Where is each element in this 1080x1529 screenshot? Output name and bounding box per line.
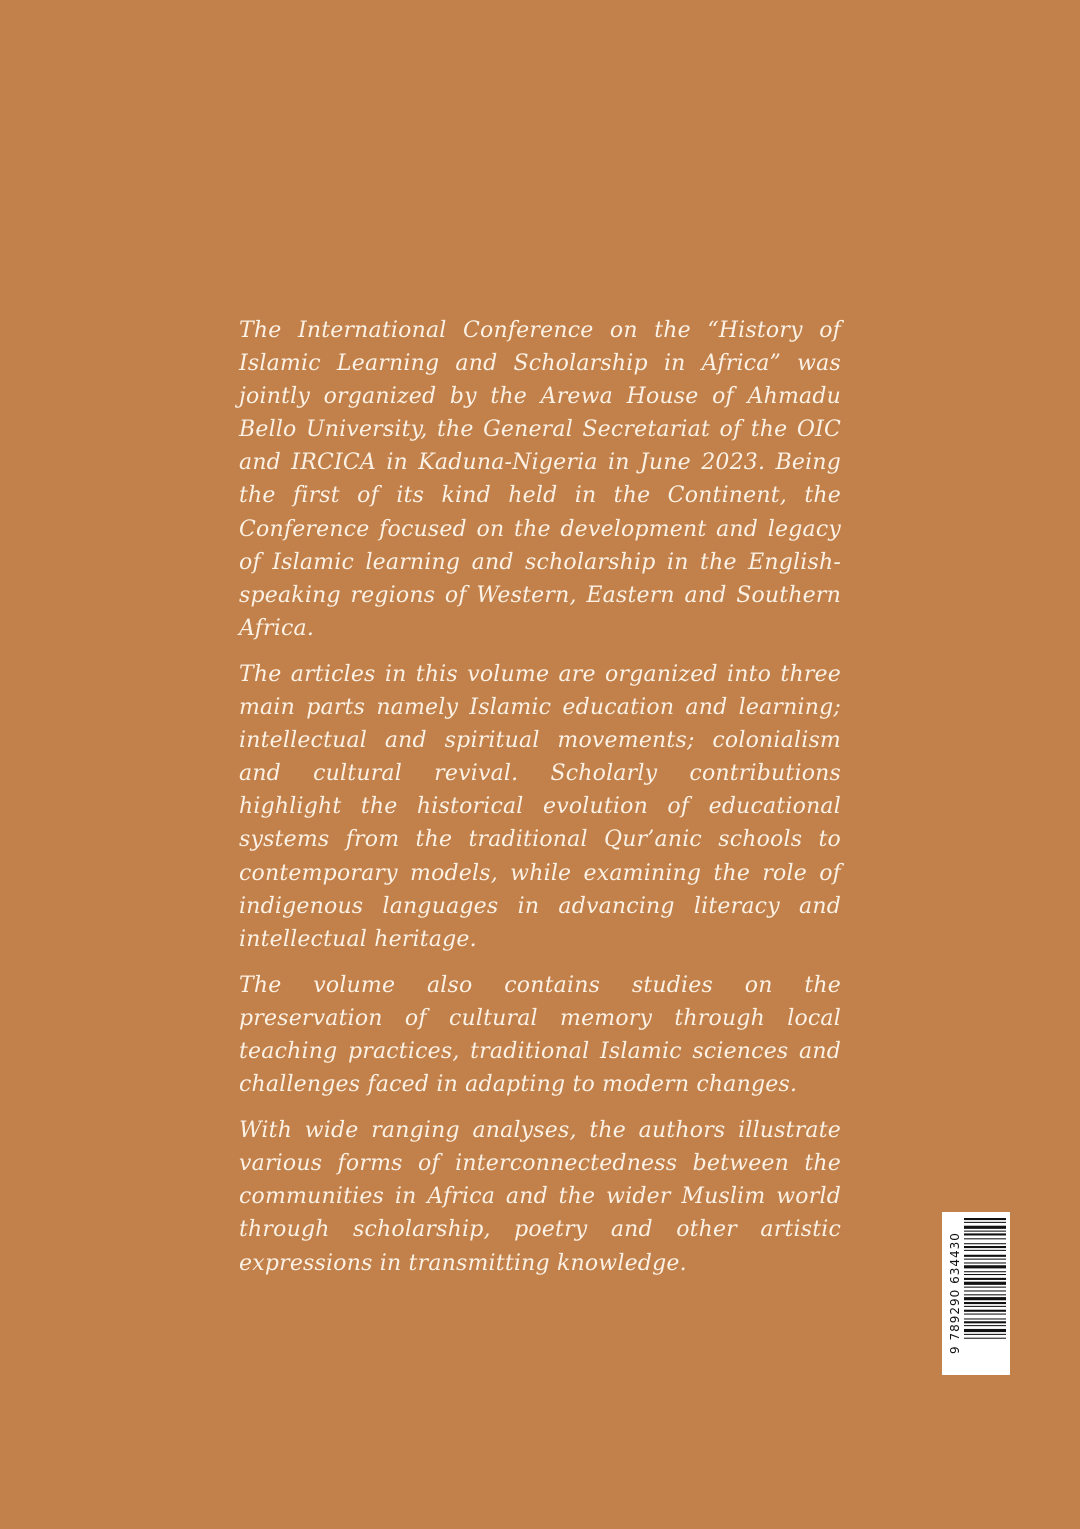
barcode-bar — [964, 1262, 1006, 1263]
blurb-paragraph-2: The articles in this volume are organized into three main parts namely Islamic education and learning; intellectual and spiritual movements; colonialism and cultural revival. Scholarly contributions highlight the historical evolution of educational systems from the traditional Qur’anic schools to contemporary models, while examining the role of indigenous languages in advancing literacy and intellectual heritage. — [239, 661, 841, 952]
blurb-paragraph-4: With wide ranging analyses, the authors illustrate various forms of interconnectedness between the communities in Africa and the wider Muslim world through scholarship, poetry and other artistic expressions in transmitting knowledge. — [239, 1118, 841, 1276]
barcode-bar — [964, 1318, 1006, 1319]
barcode-bar — [964, 1321, 1006, 1323]
barcode-bar — [964, 1218, 1006, 1220]
barcode-bar — [964, 1259, 1006, 1260]
barcode-bar — [964, 1265, 1006, 1268]
barcode-bar — [964, 1329, 1006, 1332]
barcode-bar — [964, 1226, 1006, 1229]
barcode-bar — [964, 1233, 1006, 1235]
barcode-bar — [964, 1274, 1006, 1275]
barcode-bar — [964, 1310, 1006, 1312]
barcode-bar — [964, 1271, 1006, 1272]
blurb-paragraph-1: The International Conference on the “History of Islamic Learning and Scholarship in Africa” was jointly organized by the Arewa House of Ahmadu Bello University, the General Secretariat of the OIC and IRCICA in Kaduna-Nigeria in June 2023. Being the first of its kind held in the Continent, the Conference focused on the development and legacy of Islamic learning and scholarship in the English-speaking regions of Western, Eastern and Southern Africa. — [239, 318, 841, 641]
barcode-bar — [964, 1297, 1006, 1300]
barcode-bar — [964, 1294, 1006, 1295]
barcode-bar — [964, 1325, 1006, 1326]
barcode-bar — [964, 1290, 1006, 1291]
barcode-bar — [964, 1278, 1006, 1280]
barcode-bar — [964, 1255, 1006, 1257]
barcode-number: 9 789290 634430 — [948, 1232, 962, 1355]
barcode-bar — [964, 1338, 1006, 1339]
barcode-bar — [964, 1238, 1006, 1239]
blurb-text — [239, 314, 841, 1293]
barcode-bar — [964, 1314, 1006, 1315]
blurb-paragraph-3: The volume also contains studies on the preservation of cultural memory through local teaching practices, traditional Islamic sciences and challenges faced in adapting to modern changes. — [239, 972, 841, 1098]
barcode-bar — [964, 1306, 1006, 1307]
isbn-barcode — [942, 1212, 1010, 1375]
barcode-bar — [964, 1302, 1006, 1304]
barcode-bar — [964, 1250, 1006, 1251]
barcode-bar — [964, 1222, 1006, 1223]
barcode-bar — [964, 1243, 1006, 1244]
barcode-bar — [964, 1334, 1006, 1335]
barcode-bar — [964, 1246, 1006, 1248]
barcode-bar — [964, 1282, 1006, 1285]
barcode-bar — [964, 1287, 1006, 1288]
barcode-bar — [964, 1231, 1006, 1232]
